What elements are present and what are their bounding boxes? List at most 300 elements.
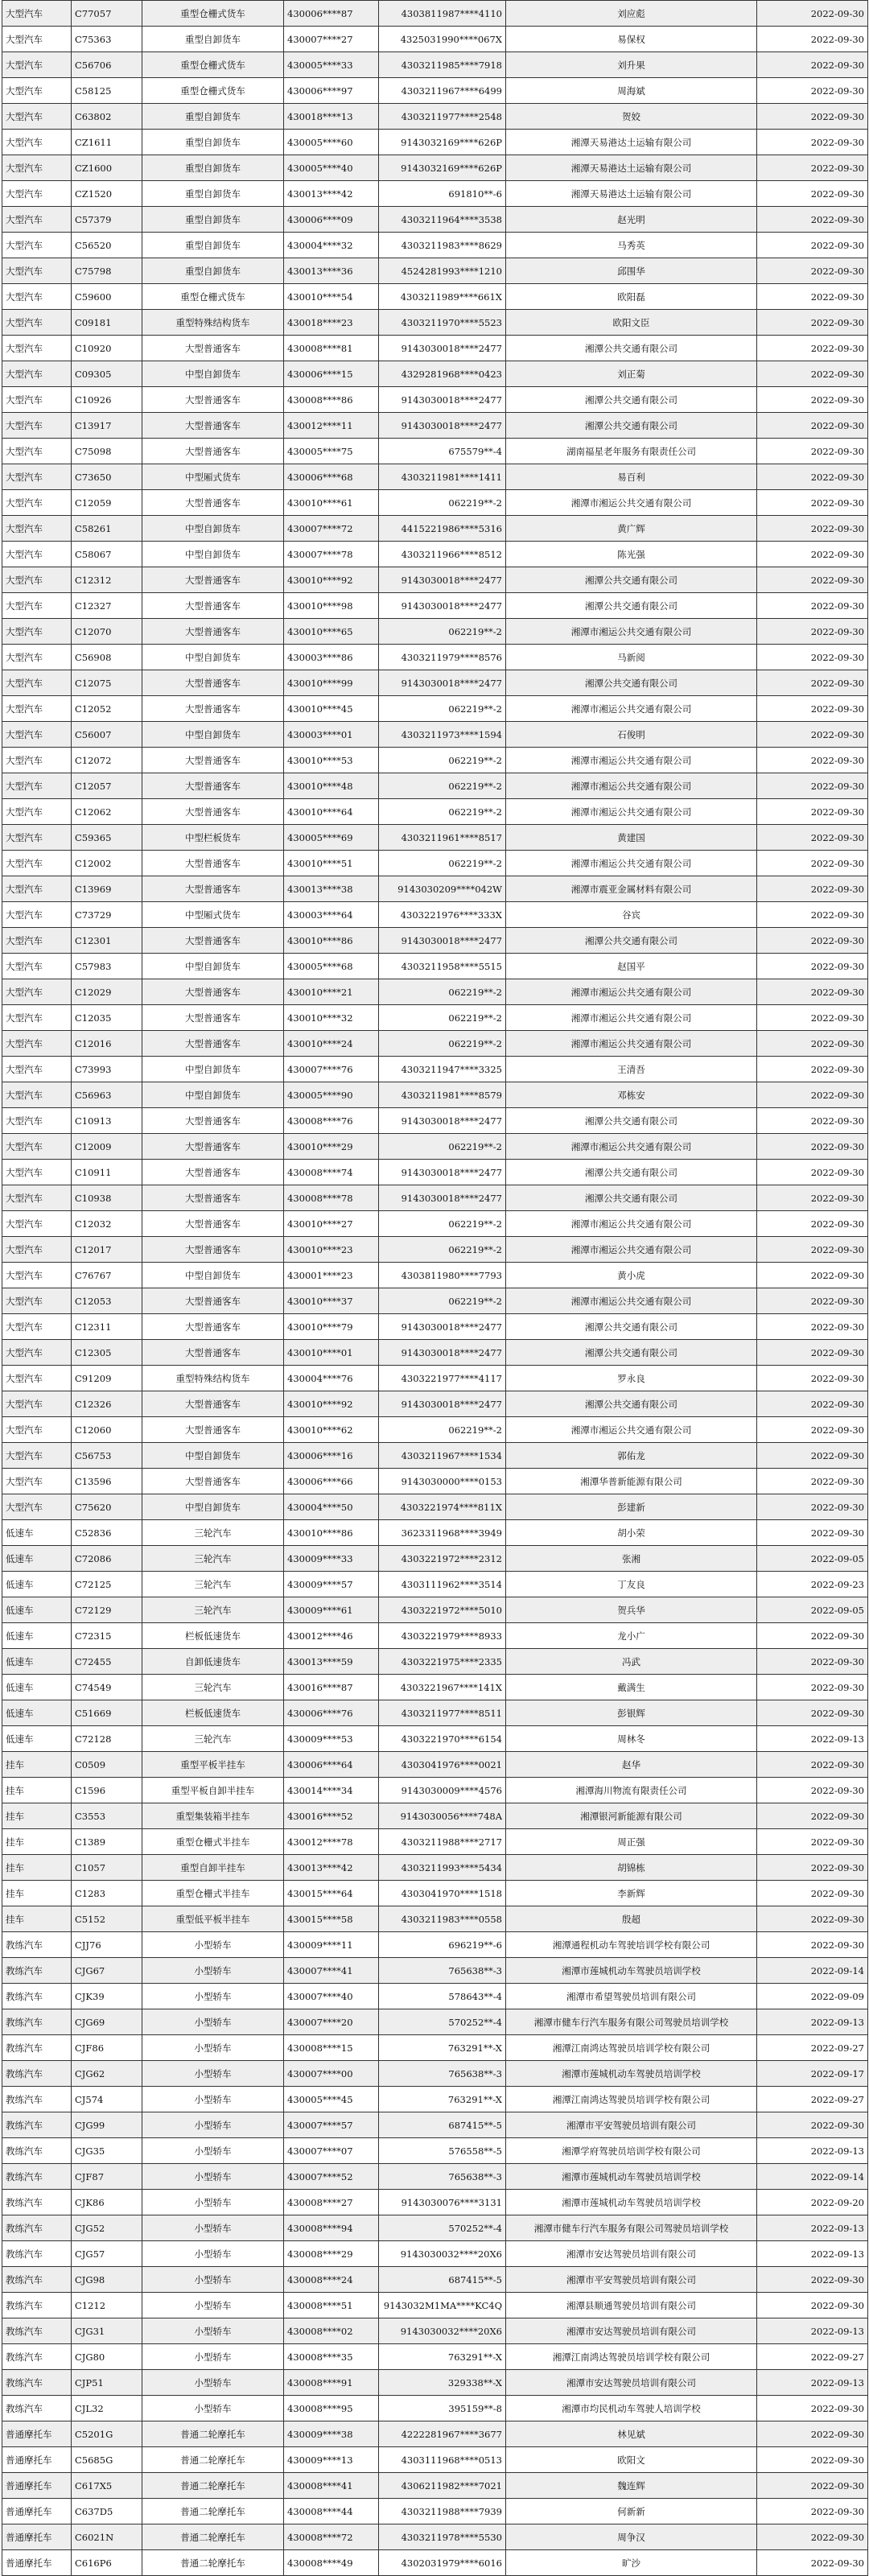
vehicle-category-cell: 大型汽车 [2,207,72,233]
vehicle-category-cell: 教练汽车 [2,1932,72,1958]
date-cell: 2022-09-30 [757,1906,868,1932]
owner-id-cell: 4303041976****0021 [379,1752,506,1778]
vehicle-model-cell: 小型轿车 [142,2370,284,2396]
record-id-cell: 430008****49 [284,2550,379,2576]
owner-name-cell: 周正强 [506,1829,757,1855]
owner-name-cell: 胡小荣 [506,1520,757,1546]
table-row [2,2009,868,2035]
owner-id-cell: 765638**-3 [379,2164,506,2190]
date-cell: 2022-09-30 [757,1340,868,1366]
vehicle-category-cell: 大型汽车 [2,284,72,310]
record-id-cell: 430015****64 [284,1881,379,1906]
owner-name-cell: 湘潭市湘运公共交通有限公司 [506,1211,757,1237]
plate-number-cell: CJG62 [72,2061,142,2087]
record-id-cell: 430008****94 [284,2215,379,2241]
plate-number-cell: C12035 [72,1005,142,1031]
owner-id-cell: 765638**-3 [379,1958,506,1984]
vehicle-model-cell: 三轮汽车 [142,1597,284,1623]
owner-id-cell: 9143030209****042W [379,876,506,902]
table-row [2,1417,868,1443]
owner-name-cell: 湘潭学府驾驶员培训学校有限公司 [506,2138,757,2164]
plate-number-cell: CZ1520 [72,181,142,207]
vehicle-category-cell: 大型汽车 [2,696,72,722]
owner-name-cell: 赵国平 [506,954,757,979]
plate-number-cell: CZ1611 [72,130,142,155]
table-row [2,1314,868,1340]
date-cell: 2022-09-23 [757,1572,868,1597]
table-row [2,954,868,979]
date-cell: 2022-09-13 [757,2215,868,2241]
owner-id-cell: 4303811980****7793 [379,1263,506,1288]
table-row [2,1932,868,1958]
vehicle-category-cell: 大型汽车 [2,27,72,52]
vehicle-category-cell: 教练汽车 [2,2009,72,2035]
vehicle-category-cell: 挂车 [2,1906,72,1932]
record-id-cell: 430013****36 [284,258,379,284]
owner-name-cell: 刘正菊 [506,361,757,387]
record-id-cell: 430005****90 [284,1082,379,1108]
date-cell: 2022-09-17 [757,2061,868,2087]
owner-id-cell: 4325031990****067X [379,27,506,52]
owner-name-cell: 湘潭公共交通有限公司 [506,567,757,593]
owner-name-cell: 湘潭市湘运公共交通有限公司 [506,1134,757,1160]
vehicle-model-cell: 栏板低速货车 [142,1623,284,1649]
vehicle-model-cell: 重型仓栅式货车 [142,284,284,310]
vehicle-model-cell: 重型仓栅式货车 [142,52,284,78]
owner-name-cell: 湘潭市健车行汽车服务有限公司驾驶员培训学校 [506,2009,757,2035]
vehicle-category-cell: 大型汽车 [2,130,72,155]
vehicle-category-cell: 大型汽车 [2,1494,72,1520]
owner-name-cell: 湘潭市平安驾驶员培训有限公司 [506,2112,757,2138]
table-row [2,2215,868,2241]
owner-id-cell: 4303211967****1534 [379,1443,506,1469]
record-id-cell: 430009****11 [284,1932,379,1958]
vehicle-model-cell: 大型普通客车 [142,619,284,645]
table-row [2,1546,868,1572]
vehicle-category-cell: 大型汽车 [2,1366,72,1391]
owner-id-cell: 9143030032****20X6 [379,2318,506,2344]
vehicle-category-cell: 大型汽车 [2,52,72,78]
date-cell: 2022-09-30 [757,1752,868,1778]
owner-id-cell: 062219**-2 [379,696,506,722]
owner-id-cell: 062219**-2 [379,1134,506,1160]
plate-number-cell: CJF86 [72,2035,142,2061]
vehicle-model-cell: 大型普通客车 [142,1005,284,1031]
table-row [2,1958,868,1984]
date-cell: 2022-09-30 [757,1211,868,1237]
record-id-cell: 430012****11 [284,413,379,439]
plate-number-cell: C0509 [72,1752,142,1778]
owner-name-cell: 胡锦栋 [506,1855,757,1881]
date-cell: 2022-09-30 [757,670,868,696]
date-cell: 2022-09-30 [757,722,868,748]
owner-id-cell: 329338**-X [379,2370,506,2396]
table-row [2,1649,868,1675]
date-cell: 2022-09-13 [757,2318,868,2344]
plate-number-cell: C1212 [72,2293,142,2318]
owner-id-cell: 687415**-5 [379,2112,506,2138]
owner-name-cell: 湘潭市健车行汽车服务有限公司驾驶员培训学校 [506,2215,757,2241]
plate-number-cell: CJ574 [72,2087,142,2112]
owner-id-cell: 4302031979****6016 [379,2550,506,2576]
table-row [2,645,868,670]
vehicle-category-cell: 大型汽车 [2,1134,72,1160]
vehicle-model-cell: 小型轿车 [142,2190,284,2215]
date-cell: 2022-09-30 [757,593,868,619]
vehicle-category-cell: 大型汽车 [2,1185,72,1211]
vehicle-model-cell: 重型仓栅式半挂车 [142,1881,284,1906]
vehicle-category-cell: 低速车 [2,1675,72,1700]
owner-name-cell: 彭银辉 [506,1700,757,1726]
table-row [2,2421,868,2447]
owner-name-cell: 湘潭公共交通有限公司 [506,1108,757,1134]
date-cell: 2022-09-30 [757,1675,868,1700]
vehicle-category-cell: 大型汽车 [2,336,72,361]
vehicle-category-cell: 大型汽车 [2,979,72,1005]
table-row [2,2447,868,2473]
owner-name-cell: 湘潭公共交通有限公司 [506,1391,757,1417]
owner-name-cell: 龙小广 [506,1623,757,1649]
record-id-cell: 430006****66 [284,1469,379,1494]
table-row [2,336,868,361]
record-id-cell: 430008****72 [284,2524,379,2550]
table-row [2,1160,868,1185]
vehicle-model-cell: 中型自卸货车 [142,361,284,387]
plate-number-cell: C56753 [72,1443,142,1469]
vehicle-model-cell: 大型普通客车 [142,670,284,696]
table-row [2,1726,868,1752]
owner-id-cell: 4306211982****7021 [379,2473,506,2499]
plate-number-cell: C75363 [72,27,142,52]
plate-number-cell: C12312 [72,567,142,593]
owner-name-cell: 湘潭市湘运公共交通有限公司 [506,1005,757,1031]
vehicle-category-cell: 大型汽车 [2,1082,72,1108]
table-row [2,670,868,696]
vehicle-model-cell: 中型自卸货车 [142,542,284,567]
owner-id-cell: 4222281967****3677 [379,2421,506,2447]
vehicle-model-cell: 重型平板自卸半挂车 [142,1778,284,1803]
table-row [2,1340,868,1366]
vehicle-category-cell: 大型汽车 [2,413,72,439]
table-row [2,1288,868,1314]
owner-id-cell: 4303221970****6154 [379,1726,506,1752]
vehicle-model-cell: 大型普通客车 [142,490,284,516]
owner-id-cell: 4303221975****2335 [379,1649,506,1675]
vehicle-category-cell: 普通摩托车 [2,2524,72,2550]
vehicle-model-cell: 重型自卸货车 [142,130,284,155]
vehicle-model-cell: 重型自卸货车 [142,104,284,130]
vehicle-model-cell: 三轮汽车 [142,1726,284,1752]
vehicle-model-cell: 小型轿车 [142,2241,284,2267]
record-id-cell: 430010****21 [284,979,379,1005]
owner-id-cell: 4329281968****0423 [379,361,506,387]
plate-number-cell: C12052 [72,696,142,722]
table-row [2,2370,868,2396]
vehicle-model-cell: 栏板低速货车 [142,1700,284,1726]
date-cell: 2022-09-14 [757,2164,868,2190]
record-id-cell: 430008****76 [284,1108,379,1134]
vehicle-model-cell: 大型普通客车 [142,1314,284,1340]
vehicle-model-cell: 中型自卸货车 [142,1263,284,1288]
vehicle-category-cell: 低速车 [2,1726,72,1752]
owner-name-cell: 刘升果 [506,52,757,78]
owner-name-cell: 湘潭市莲城机动车驾驶员培训学校 [506,1958,757,1984]
plate-number-cell: CJG69 [72,2009,142,2035]
owner-name-cell: 湘潭天易港达土运输有限公司 [506,181,757,207]
plate-number-cell: C12017 [72,1237,142,1263]
owner-name-cell: 周林冬 [506,1726,757,1752]
vehicle-category-cell: 大型汽车 [2,104,72,130]
owner-id-cell: 062219**-2 [379,1005,506,1031]
record-id-cell: 430005****68 [284,954,379,979]
record-id-cell: 430010****92 [284,1391,379,1417]
date-cell: 2022-09-30 [757,78,868,104]
plate-number-cell: C13917 [72,413,142,439]
vehicle-model-cell: 重型平板半挂车 [142,1752,284,1778]
date-cell: 2022-09-30 [757,2473,868,2499]
vehicle-model-cell: 小型轿车 [142,1932,284,1958]
owner-id-cell: 4303041970****1518 [379,1881,506,1906]
owner-id-cell: 4303221977****4117 [379,1366,506,1391]
owner-name-cell: 贺姣 [506,104,757,130]
plate-number-cell: C616P6 [72,2550,142,2576]
owner-id-cell: 4303211985****7918 [379,52,506,78]
owner-id-cell: 9143030018****2477 [379,1391,506,1417]
owner-name-cell: 殷超 [506,1906,757,1932]
date-cell: 2022-09-30 [757,2421,868,2447]
date-cell: 2022-09-30 [757,52,868,78]
vehicle-model-cell: 三轮汽车 [142,1520,284,1546]
vehicle-model-cell: 小型轿车 [142,2267,284,2293]
vehicle-category-cell: 挂车 [2,1855,72,1881]
owner-id-cell: 4303111962****3514 [379,1572,506,1597]
vehicle-model-cell: 大型普通客车 [142,748,284,773]
plate-number-cell: C1389 [72,1829,142,1855]
table-row [2,2550,868,2576]
owner-name-cell: 丁友良 [506,1572,757,1597]
owner-name-cell: 湖南福星老年服务有限责任公司 [506,439,757,464]
vehicle-model-cell: 重型自卸货车 [142,258,284,284]
record-id-cell: 430007****72 [284,516,379,542]
vehicle-model-cell: 大型普通客车 [142,1211,284,1237]
table-row [2,1623,868,1649]
record-id-cell: 430010****65 [284,619,379,645]
owner-name-cell: 湘潭市湘运公共交通有限公司 [506,979,757,1005]
vehicle-model-cell: 大型普通客车 [142,851,284,876]
record-id-cell: 430003****64 [284,902,379,928]
record-id-cell: 430010****98 [284,593,379,619]
table-row [2,104,868,130]
owner-name-cell: 彭建新 [506,1494,757,1520]
table-row [2,2344,868,2370]
owner-name-cell: 戴满生 [506,1675,757,1700]
owner-name-cell: 谷宾 [506,902,757,928]
record-id-cell: 430010****86 [284,1520,379,1546]
record-id-cell: 430005****33 [284,52,379,78]
table-row [2,2524,868,2550]
owner-id-cell: 4303211970****5523 [379,310,506,336]
record-id-cell: 430006****76 [284,1700,379,1726]
table-row [2,799,868,825]
owner-id-cell: 4303211966****8512 [379,542,506,567]
date-cell: 2022-09-30 [757,464,868,490]
vehicle-category-cell: 大型汽车 [2,1237,72,1263]
owner-name-cell: 欧阳文臣 [506,310,757,336]
vehicle-category-cell: 教练汽车 [2,2164,72,2190]
vehicle-model-cell: 大型普通客车 [142,1417,284,1443]
vehicle-model-cell: 大型普通客车 [142,1160,284,1185]
date-cell: 2022-09-30 [757,207,868,233]
owner-id-cell: 4303221972****2312 [379,1546,506,1572]
owner-name-cell: 何新新 [506,2499,757,2524]
owner-name-cell: 湘潭市湘运公共交通有限公司 [506,490,757,516]
table-row [2,979,868,1005]
plate-number-cell: C12311 [72,1314,142,1340]
record-id-cell: 430009****61 [284,1597,379,1623]
vehicle-category-cell: 大型汽车 [2,876,72,902]
owner-name-cell: 贺兵华 [506,1597,757,1623]
record-id-cell: 430008****41 [284,2473,379,2499]
record-id-cell: 430008****35 [284,2344,379,2370]
date-cell: 2022-09-30 [757,104,868,130]
date-cell: 2022-09-30 [757,825,868,851]
table-row [2,1881,868,1906]
table-row [2,928,868,954]
date-cell: 2022-09-30 [757,2524,868,2550]
plate-number-cell: C75620 [72,1494,142,1520]
plate-number-cell: C12060 [72,1417,142,1443]
table-row [2,1031,868,1057]
vehicle-category-cell: 大型汽车 [2,1391,72,1417]
vehicle-category-cell: 挂车 [2,1778,72,1803]
vehicle-category-cell: 低速车 [2,1597,72,1623]
date-cell: 2022-09-30 [757,1057,868,1082]
vehicle-model-cell: 小型轿车 [142,2293,284,2318]
table-row [2,1134,868,1160]
vehicle-category-cell: 普通摩托车 [2,2499,72,2524]
owner-id-cell: 4303211981****1411 [379,464,506,490]
vehicle-model-cell: 大型普通客车 [142,1108,284,1134]
owner-id-cell: 062219**-2 [379,1211,506,1237]
owner-id-cell: 4303211961****8517 [379,825,506,851]
plate-number-cell: C1283 [72,1881,142,1906]
vehicle-category-cell: 低速车 [2,1623,72,1649]
date-cell: 2022-09-30 [757,1778,868,1803]
owner-id-cell: 765638**-3 [379,2061,506,2087]
plate-number-cell: C75098 [72,439,142,464]
record-id-cell: 430010****99 [284,670,379,696]
table-row [2,2396,868,2421]
plate-number-cell: C617X5 [72,2473,142,2499]
plate-number-cell: C637D5 [72,2499,142,2524]
plate-number-cell: C56520 [72,233,142,258]
vehicle-model-cell: 大型普通客车 [142,336,284,361]
vehicle-model-cell: 大型普通客车 [142,1185,284,1211]
plate-number-cell: C72455 [72,1649,142,1675]
table-row [2,773,868,799]
record-id-cell: 430004****32 [284,233,379,258]
vehicle-model-cell: 三轮汽车 [142,1546,284,1572]
vehicle-category-cell: 教练汽车 [2,2370,72,2396]
date-cell: 2022-09-30 [757,439,868,464]
date-cell: 2022-09-30 [757,1469,868,1494]
date-cell: 2022-09-30 [757,361,868,387]
plate-number-cell: CJG80 [72,2344,142,2370]
plate-number-cell: C12009 [72,1134,142,1160]
plate-number-cell: C12062 [72,799,142,825]
owner-id-cell: 062219**-2 [379,851,506,876]
vehicle-model-cell: 普通二轮摩托车 [142,2421,284,2447]
table-row [2,1211,868,1237]
table-row [2,387,868,413]
owner-name-cell: 李新辉 [506,1881,757,1906]
vehicle-model-cell: 大型普通客车 [142,773,284,799]
plate-number-cell: CZ1600 [72,155,142,181]
owner-id-cell: 578643**-4 [379,1984,506,2009]
owner-name-cell: 张湘 [506,1546,757,1572]
plate-number-cell: C59600 [72,284,142,310]
plate-number-cell: C56007 [72,722,142,748]
date-cell: 2022-09-30 [757,1366,868,1391]
owner-name-cell: 湘潭市湘运公共交通有限公司 [506,851,757,876]
date-cell: 2022-09-30 [757,310,868,336]
vehicle-category-cell: 大型汽车 [2,361,72,387]
vehicle-model-cell: 重型集装箱半挂车 [142,1803,284,1829]
owner-name-cell: 易保权 [506,27,757,52]
plate-number-cell: C10913 [72,1108,142,1134]
owner-name-cell: 罗永良 [506,1366,757,1391]
table-row [2,1572,868,1597]
plate-number-cell: CJG31 [72,2318,142,2344]
record-id-cell: 430008****29 [284,2241,379,2267]
record-id-cell: 430010****37 [284,1288,379,1314]
vehicle-category-cell: 大型汽车 [2,310,72,336]
owner-name-cell: 湘潭公共交通有限公司 [506,387,757,413]
owner-id-cell: 9143030018****2477 [379,593,506,619]
owner-id-cell: 9143030032****20X6 [379,2241,506,2267]
record-id-cell: 430001****23 [284,1263,379,1288]
owner-id-cell: 4303211977****2548 [379,104,506,130]
owner-id-cell: 4303211973****1594 [379,722,506,748]
vehicle-category-cell: 大型汽车 [2,670,72,696]
date-cell: 2022-09-30 [757,954,868,979]
table-row [2,258,868,284]
vehicle-category-cell: 大型汽车 [2,1057,72,1082]
vehicle-model-cell: 小型轿车 [142,2035,284,2061]
plate-number-cell: CJL32 [72,2396,142,2421]
record-id-cell: 430010****01 [284,1340,379,1366]
table-row [2,567,868,593]
owner-name-cell: 马秀英 [506,233,757,258]
vehicle-model-cell: 小型轿车 [142,2138,284,2164]
record-id-cell: 430016****87 [284,1675,379,1700]
record-id-cell: 430008****86 [284,387,379,413]
table-row [2,825,868,851]
vehicle-model-cell: 重型自卸货车 [142,233,284,258]
vehicle-model-cell: 小型轿车 [142,1958,284,1984]
table-row [2,851,868,876]
owner-name-cell: 湘潭公共交通有限公司 [506,928,757,954]
owner-id-cell: 062219**-2 [379,619,506,645]
owner-id-cell: 3623311968****3949 [379,1520,506,1546]
owner-id-cell: 062219**-2 [379,1417,506,1443]
owner-name-cell: 湘潭市安达驾驶员培训有限公司 [506,2370,757,2396]
record-id-cell: 430009****53 [284,1726,379,1752]
vehicle-category-cell: 大型汽车 [2,1263,72,1288]
vehicle-category-cell: 大型汽车 [2,851,72,876]
date-cell: 2022-09-30 [757,567,868,593]
table-row [2,696,868,722]
